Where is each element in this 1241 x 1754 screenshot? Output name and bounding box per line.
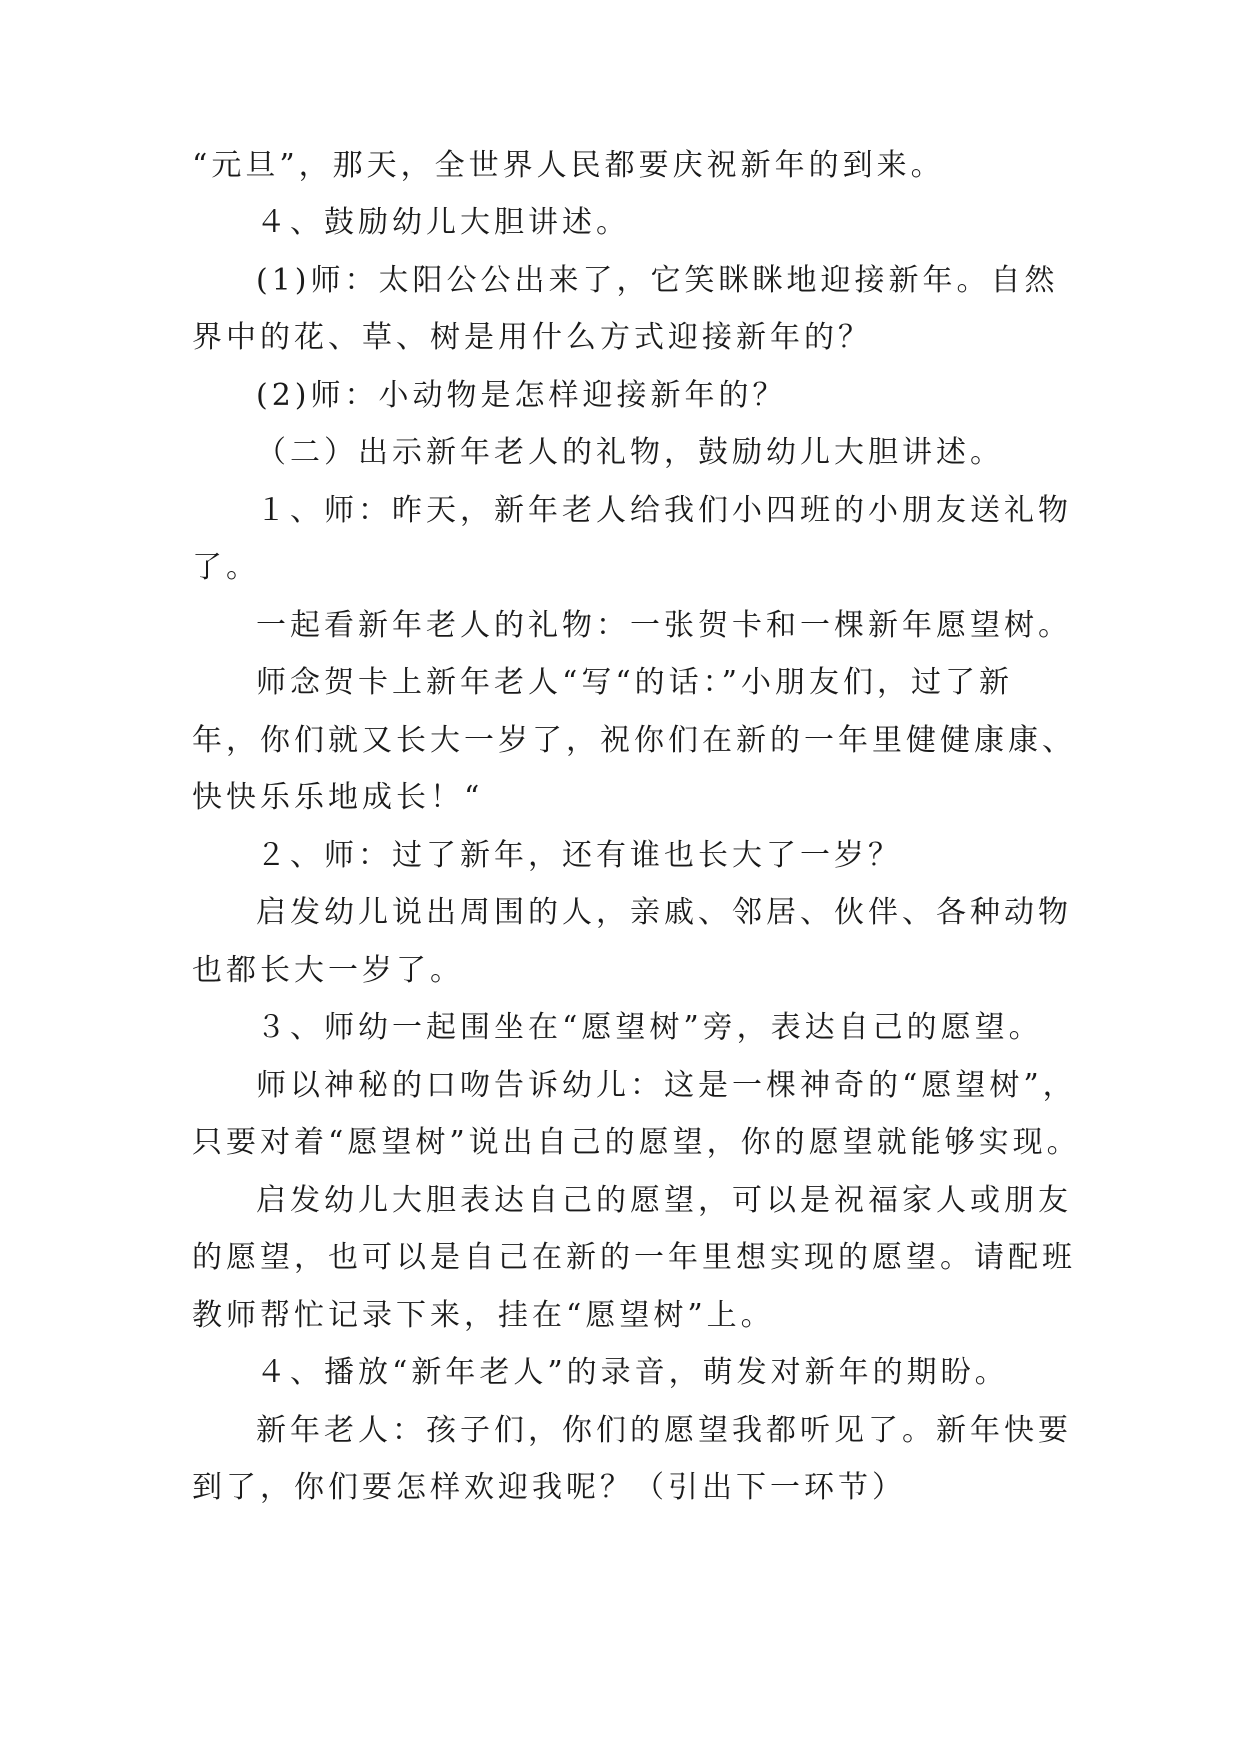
text-line: １、师：昨天，新年老人给我们小四班的小朋友送礼物 [256, 493, 1072, 528]
text-line: 年，你们就又长大一岁了，祝你们在新的一年里健健康康、 [192, 723, 1076, 758]
text-line: ４、鼓励幼儿大胆讲述。 [256, 205, 630, 240]
text-line: 界中的花、草、树是用什么方式迎接新年的？ [192, 320, 872, 355]
text-line: ２、师：过了新年，还有谁也长大了一岁？ [256, 838, 902, 873]
text-line: 到了，你们要怎样欢迎我呢？（引出下一环节） [192, 1470, 906, 1505]
text-line: 只要对着“愿望树”说出自己的愿望，你的愿望就能够实现。 [192, 1125, 1081, 1160]
text-line: 了。 [192, 550, 260, 585]
text-line: 教师帮忙记录下来，挂在“愿望树”上。 [192, 1298, 775, 1333]
text-line: 一起看新年老人的礼物：一张贺卡和一棵新年愿望树。 [256, 608, 1072, 643]
text-line: “元旦”，那天，全世界人民都要庆祝新年的到来。 [192, 148, 945, 183]
text-line: (2)师：小动物是怎样迎接新年的？ [256, 378, 787, 413]
text-line: (1)师：太阳公公出来了，它笑眯眯地迎接新年。自然 [256, 263, 1059, 298]
text-line: ４、播放“新年老人”的录音，萌发对新年的期盼。 [256, 1355, 1009, 1390]
text-line: 也都长大一岁了。 [192, 953, 464, 988]
text-line: ３、师幼一起围坐在“愿望树”旁，表达自己的愿望。 [256, 1010, 1043, 1045]
text-line: 启发幼儿大胆表达自己的愿望，可以是祝福家人或朋友 [256, 1183, 1072, 1218]
text-line: 启发幼儿说出周围的人，亲戚、邻居、伙伴、各种动物 [256, 895, 1072, 930]
text-line: 师念贺卡上新年老人“写“的话：”小朋友们，过了新 [256, 665, 1014, 700]
text-line: 新年老人：孩子们，你们的愿望我都听见了。新年快要 [256, 1413, 1072, 1448]
text-line: 的愿望，也可以是自己在新的一年里想实现的愿望。请配班 [192, 1240, 1076, 1275]
text-line: （二）出示新年老人的礼物，鼓励幼儿大胆讲述。 [256, 435, 1004, 470]
text-line: 快快乐乐地成长！“ [192, 780, 484, 815]
text-line: 师以神秘的口吻告诉幼儿：这是一棵神奇的“愿望树”， [256, 1068, 1077, 1103]
